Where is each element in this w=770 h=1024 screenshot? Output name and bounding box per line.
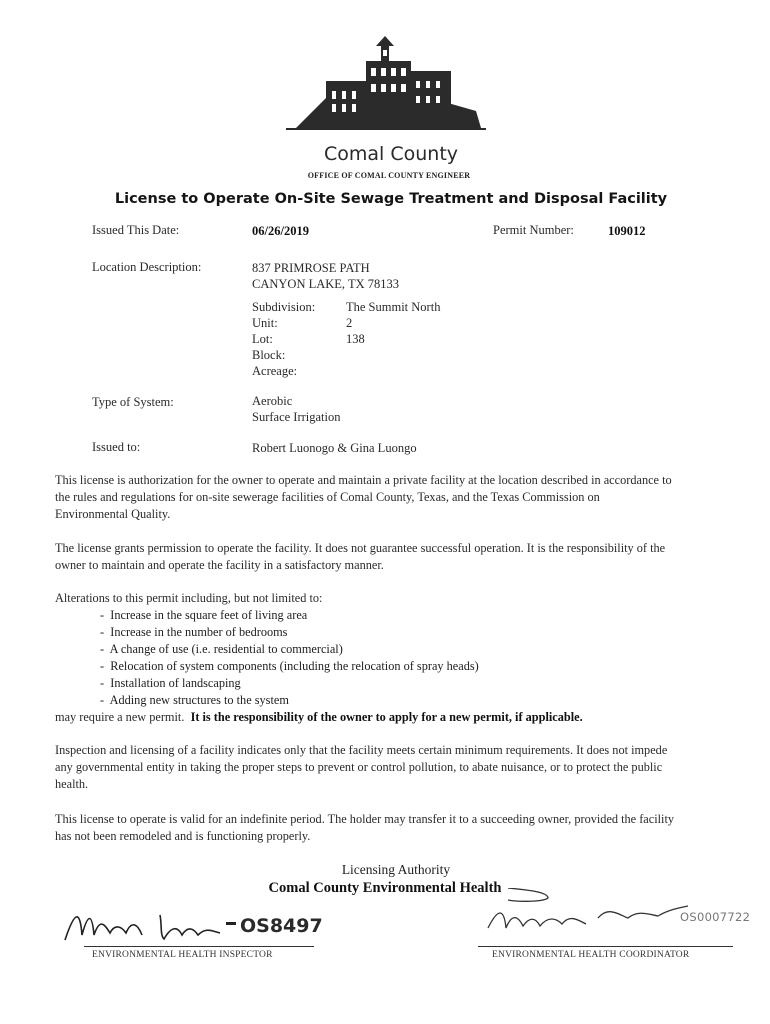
alterations-closing: may require a new permit. It is the responsibility of the owner to apply for a new permit, if applicable.	[55, 710, 583, 724]
issued-to-label: Issued to:	[92, 440, 141, 454]
system-type-label: Type of System:	[92, 395, 174, 409]
signature-dash	[226, 922, 236, 925]
list-item: - A change of use (i.e. residential to commercial)	[100, 642, 343, 656]
coordinator-license-number: OS0007722	[680, 910, 751, 924]
inspector-license-number: OS8497	[240, 915, 323, 937]
system-type-line-1: Aerobic	[252, 394, 293, 408]
licensing-authority: Licensing Authority	[341, 862, 451, 877]
location-label: Location Description:	[92, 260, 202, 274]
issued-date-value: 06/26/2019	[252, 224, 309, 238]
validity-paragraph: This license to operate is valid for an indefinite period. The holder may transfer it to a succeeding owner, provided the facility has not been remodeled and is functioning properly.	[55, 812, 675, 843]
lot-value: 138	[346, 332, 365, 346]
list-item: - Installation of landscaping	[100, 676, 241, 690]
owner-responsibility-note: It is the responsibility of the owner to apply for a new permit, if applicable.	[190, 710, 583, 724]
authority-name: Comal County Environmental Health	[268, 880, 502, 896]
courthouse-logo-icon	[286, 36, 486, 136]
coordinator-signature-line	[478, 946, 733, 947]
system-type-line-2: Surface Irrigation	[252, 410, 341, 424]
county-name: Comal County	[323, 143, 459, 165]
coordinator-title: ENVIRONMENTAL HEALTH COORDINATOR	[492, 950, 690, 960]
office-name: OFFICE OF COMAL COUNTY ENGINEER	[307, 171, 471, 180]
list-item: - Relocation of system components (including the relocation of spray heads)	[100, 659, 479, 673]
acreage-label: Acreage:	[252, 364, 298, 378]
permit-number-label: Permit Number:	[493, 223, 574, 237]
subdivision-label: Subdivision:	[252, 300, 316, 314]
address-line-1: 837 PRIMROSE PATH	[252, 261, 370, 275]
permit-number-value: 109012	[608, 224, 646, 238]
license-title: License to Operate On-Site Sewage Treatment and Disposal Facility	[114, 191, 668, 207]
permission-paragraph: The license grants permission to operate the facility. It does not guarantee successful operation. It is the responsibility of the owner to maintain and operate the facility in a satisfactory manner.	[55, 541, 666, 572]
list-item: - Adding new structures to the system	[100, 693, 289, 707]
alterations-list	[100, 607, 479, 709]
subdivision-value: The Summit North	[346, 300, 441, 314]
address-line-2: CANYON LAKE, TX 78133	[252, 277, 399, 291]
issued-to-value: Robert Luonogo & Gina Luongo	[252, 441, 417, 455]
unit-label: Unit:	[252, 316, 278, 330]
list-item: - Increase in the square feet of living area	[100, 608, 308, 622]
authorization-paragraph: This license is authorization for the owner to operate and maintain a private facility at the location described in accordance to the rules and regulations for on-site sewerage facilities of Comal County, Texas, and the Texas Commission on Environmental Quality.	[55, 473, 672, 521]
inspection-paragraph: Inspection and licensing of a facility indicates only that the facility meets certain minimum requirements. It does not impede any governmental entity in taking the proper steps to prevent or control pollution, to abate nuisance, or to protect the public health.	[55, 743, 668, 791]
block-label: Block:	[252, 348, 286, 362]
list-item: - Increase in the number of bedrooms	[100, 625, 288, 639]
inspector-signature-icon	[60, 905, 250, 945]
inspector-title: ENVIRONMENTAL HEALTH INSPECTOR	[92, 950, 273, 960]
inspector-signature-line	[84, 946, 314, 947]
unit-value: 2	[346, 316, 353, 330]
lot-label: Lot:	[252, 332, 273, 346]
issued-date-label: Issued This Date:	[92, 223, 180, 237]
alterations-intro: Alterations to this permit including, but not limited to:	[55, 591, 323, 605]
